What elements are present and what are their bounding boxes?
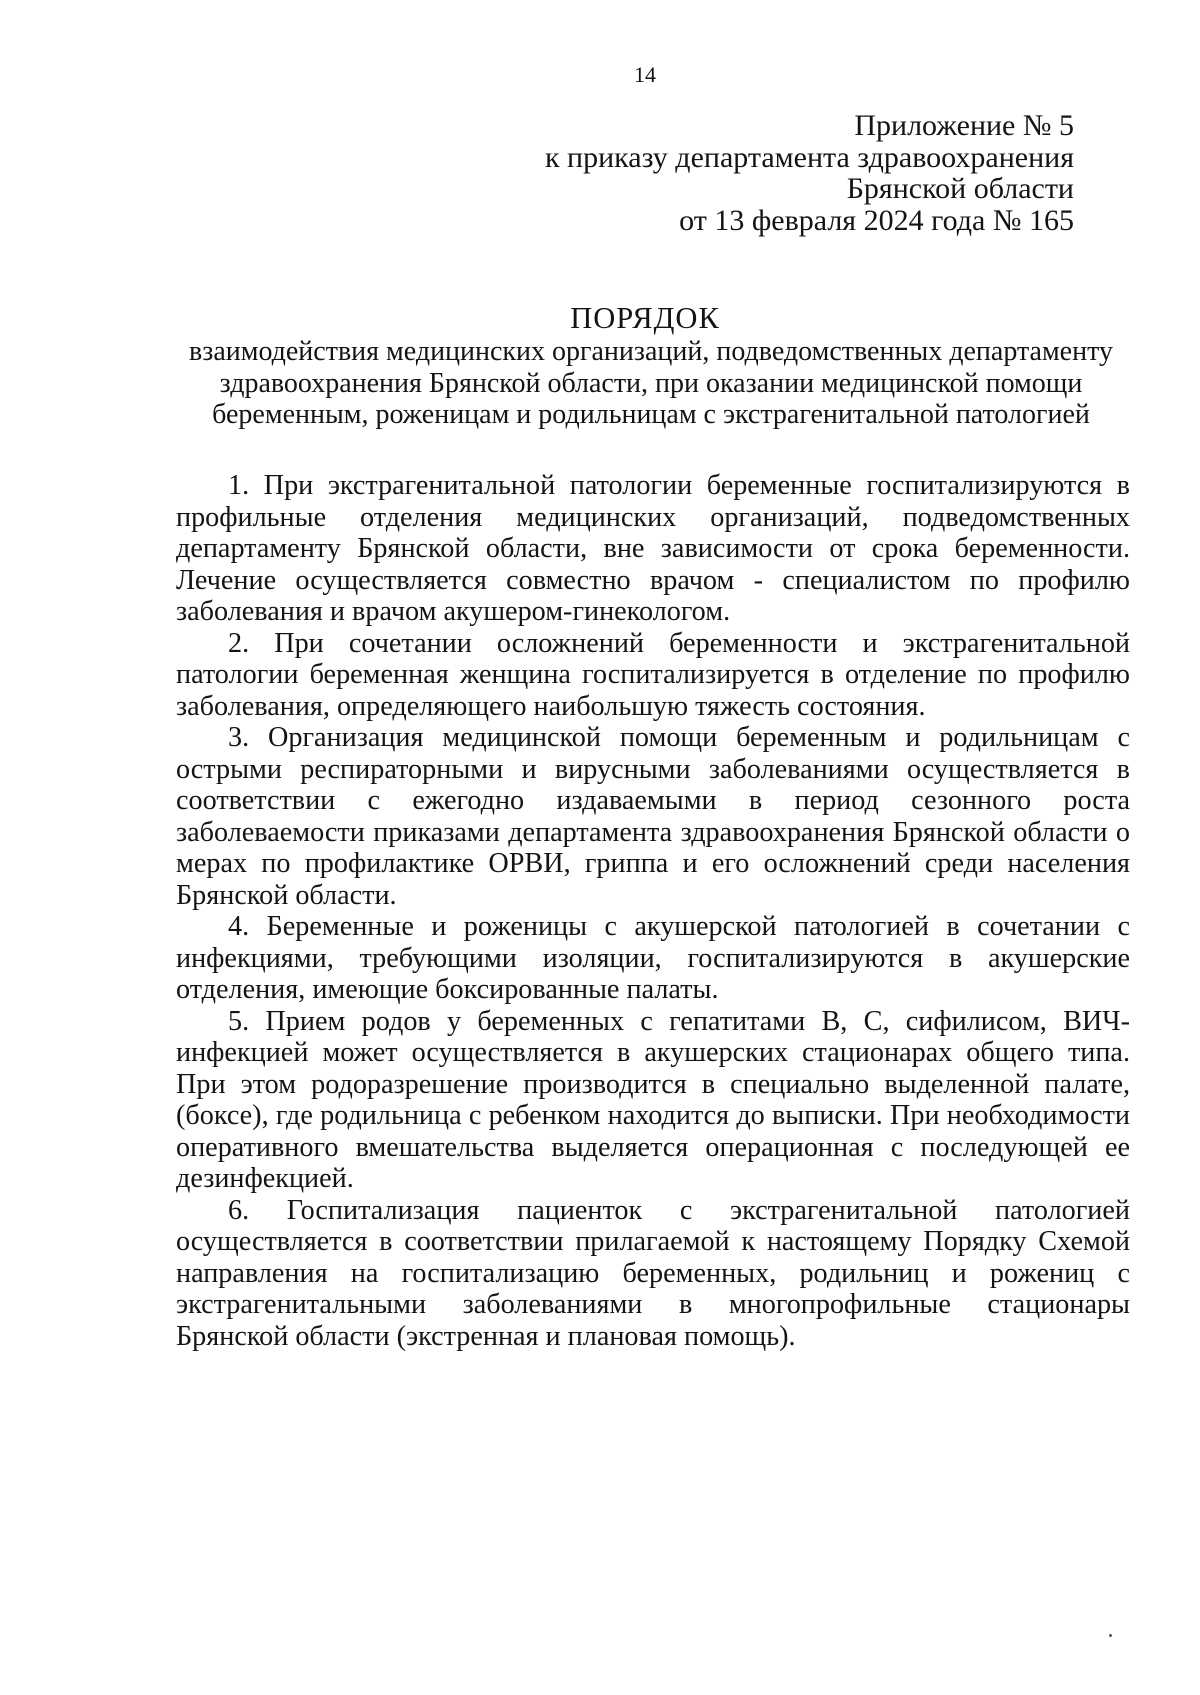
subtitle-line: здравоохранения Брянской области, при оказании медицинской помощи xyxy=(219,367,1083,399)
document-subtitle xyxy=(176,336,1126,431)
paragraph-2: 2. При сочетании осложнений беременности и экстрагенитальной патологии беременная женщина госпитализируется в отделение по профилю заболевания, определяющего наибольшую тяжесть состояния. xyxy=(176,627,1130,722)
paragraph-3: 3. Организация медицинской помощи беременным и родильницам с острыми респираторными и вирусными заболеваниями осуществляется в соответствии с ежегодно издаваемыми в период сезонного роста заболеваемости приказами департамента здравоохранения Брянской области о мерах по профилактике ОРВИ, гриппа и его осложнений среди населения Брянской области. xyxy=(176,722,1130,911)
appendix-date-number: от 13 февраля 2024 года № 165 xyxy=(679,203,1074,237)
appendix-header xyxy=(545,110,1074,236)
appendix-number: Приложение № 5 xyxy=(854,109,1074,142)
paragraph-1: 1. При экстрагенитальной патологии беременные госпитализируются в профильные отделения медицинских организаций, подведомственных департаменту Брянской области, вне зависимости от срока беременности. Лечение осуществляется совместно врачом - специалистом по профилю заболевания и врачом акушером-гинекологом. xyxy=(176,470,1130,627)
subtitle-line: беременным, роженицам и родильницам с экстрагенитальной патологией xyxy=(212,399,1090,430)
appendix-order-reference: к приказу департамента здравоохранения xyxy=(544,140,1074,174)
paragraph-5: 5. Прием родов у беременных с гепатитами В, С, сифилисом, ВИЧ-инфекцией может осуществляется в акушерских стационарах общего типа. При этом родоразрешение производится в специально выделенной палате, (боксе), где родильница с ребенком находится до выписки. При необходимости оперативного вмешательства выделяется операционная с последующей ее дезинфекцией. xyxy=(176,1005,1130,1194)
document-title: ПОРЯДОК xyxy=(570,301,720,335)
scan-artifact-dot xyxy=(1109,1634,1112,1637)
appendix-region: Брянской области xyxy=(846,172,1074,205)
paragraph-4: 4. Беременные и роженицы с акушерской патологией в сочетании с инфекциями, требующими изоляции, госпитализируются в акушерские отделения, имеющие боксированные палаты. xyxy=(176,911,1130,1005)
page-number: 14 xyxy=(634,62,656,87)
document-body xyxy=(176,470,1130,1352)
paragraph-6: 6. Госпитализация пациенток с экстрагенитальной патологией осуществляется в соответствии прилагаемой к настоящему Порядку Схемой направления на госпитализацию беременных, родильниц и рожениц с экстрагенитальными заболеваниями в многопрофильные стационары Брянской области (экстренная и плановая помощь). xyxy=(176,1194,1130,1352)
subtitle-line: взаимодействия медицинских организаций, подведомственных департаменту xyxy=(189,336,1113,367)
